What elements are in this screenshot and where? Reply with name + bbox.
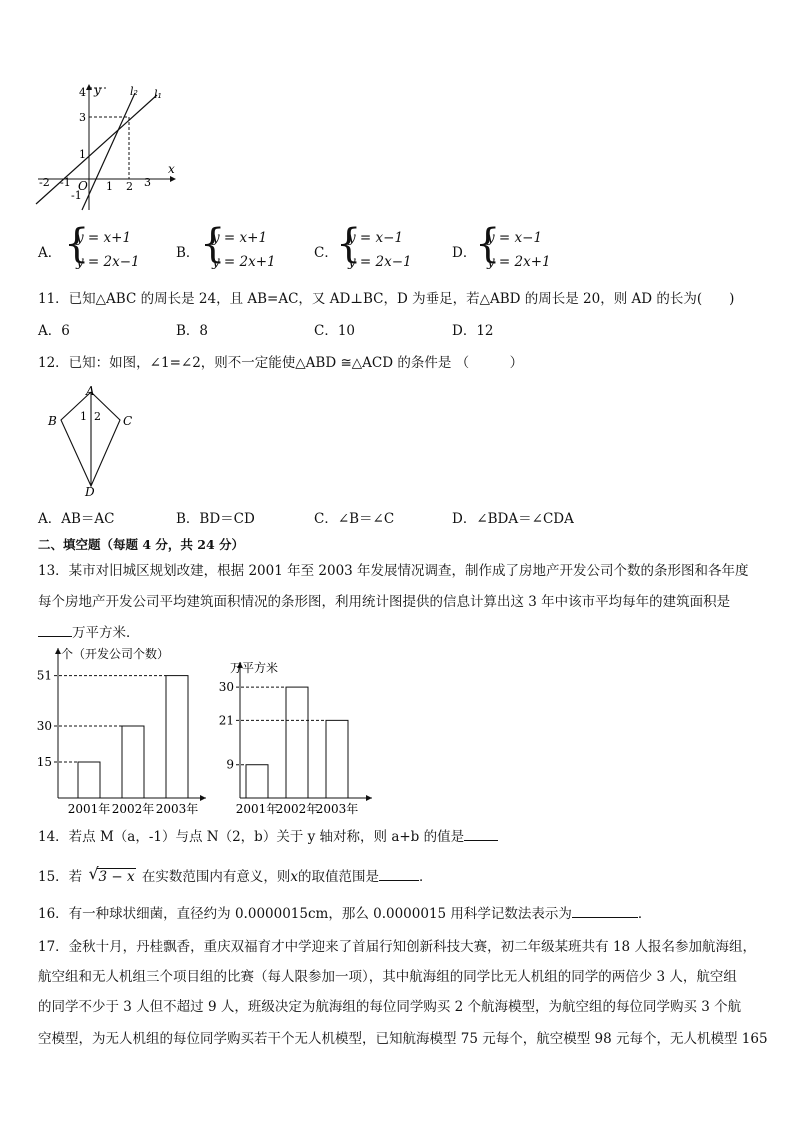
q17-line-1: 17．金秋十月，丹桂飘香，重庆双福育才中学迎来了首届行知创新科技大赛，初二年级某班共有 18 人报名参加航海组， bbox=[38, 939, 756, 955]
q10-coordinate-graph bbox=[34, 82, 184, 217]
q16-text: 16．有一种球状细菌，直径约为 0.0000015cm，那么 0.0000015 用科学记数法表示为 bbox=[38, 906, 572, 922]
y-tick-label: 51 bbox=[36, 668, 52, 683]
equation-2: y = 2x+1 bbox=[487, 254, 551, 270]
q12-question: 12．已知：如图，∠1=∠2，则不一定能使△ABD ≅△ACD 的条件是 （ ） bbox=[38, 355, 524, 371]
q12-option-b[interactable]: B．BD＝CD bbox=[176, 511, 255, 527]
q16-answer-blank[interactable] bbox=[572, 905, 638, 918]
bar-2002年 bbox=[122, 726, 144, 798]
option-letter: C． bbox=[314, 245, 338, 261]
option-letter: B． bbox=[176, 245, 200, 261]
q15-question bbox=[38, 864, 433, 886]
x-category-label: 2003年 bbox=[315, 802, 359, 816]
q16-question bbox=[38, 905, 651, 923]
angle-2-label: 2 bbox=[94, 410, 101, 423]
chart-title: 万平方米 bbox=[230, 661, 279, 675]
q16-end: ． bbox=[637, 906, 652, 922]
q15-prefix: 15．若 bbox=[38, 869, 83, 885]
q11-option-b[interactable]: B．8 bbox=[176, 323, 209, 339]
y-tick-minus1: -1 bbox=[71, 189, 82, 202]
option-letter: D． bbox=[452, 245, 477, 261]
q12-option-c[interactable]: C．∠B＝∠C bbox=[314, 511, 395, 527]
x-category-label: 2002年 bbox=[111, 802, 155, 816]
y-axis-arrow bbox=[86, 84, 92, 90]
q17-line-2: 航空组和无人机组三个项目组的比赛（每人限参加一项），其中航海组的同学比无人机组的同学的两倍少 3 人，航空组 bbox=[38, 969, 737, 985]
chart-companies bbox=[34, 644, 210, 818]
bar-2003年 bbox=[166, 676, 188, 798]
sqrt-expression bbox=[88, 864, 135, 886]
bar-2001年 bbox=[246, 765, 268, 798]
angle-1-label: 1 bbox=[80, 410, 87, 423]
x-category-label: 2001年 bbox=[67, 802, 111, 816]
q12-option-a[interactable]: A．AB＝AC bbox=[38, 511, 115, 527]
equation-1: y = x+1 bbox=[212, 230, 268, 246]
bar-2002年 bbox=[286, 687, 308, 798]
x-tick-1: 1 bbox=[106, 180, 113, 193]
chart-area bbox=[218, 658, 376, 818]
radicand: 3 − x bbox=[98, 869, 135, 885]
system-brace: { bbox=[336, 221, 362, 267]
q11-option-d[interactable]: D．12 bbox=[452, 323, 494, 339]
x-axis-arrow bbox=[366, 795, 372, 801]
line-l1 bbox=[36, 95, 157, 204]
equation-1: y = x+1 bbox=[76, 230, 132, 246]
x-category-label: 2003年 bbox=[155, 802, 199, 816]
q13-line-2: 每个房地产开发公司平均建筑面积情况的条形图，利用统计图提供的信息计算出这 3 年中该市平均每年的建筑面积是 bbox=[38, 594, 731, 610]
equation-2: y = 2x−1 bbox=[348, 254, 412, 270]
q13-unit: 万平方米． bbox=[72, 625, 140, 641]
q15-post: 的取值范围是 bbox=[298, 869, 380, 885]
q14-text: 14．若点 M（a，-1）与点 N（2，b）关于 y 轴对称，则 a+b 的值是 bbox=[38, 829, 465, 845]
x-tick-2: 2 bbox=[126, 180, 133, 193]
x-axis-label: x bbox=[168, 162, 175, 176]
system-brace: { bbox=[200, 221, 226, 267]
x-category-label: 2001年 bbox=[235, 802, 279, 816]
q13-line-1: 13．某市对旧城区规划改建，根据 2001 年至 2003 年发展情况调查，制作成了房地产开发公司个数的条形图和各年度 bbox=[38, 563, 749, 579]
x-tick-minus1: -1 bbox=[60, 176, 71, 189]
x-axis-arrow bbox=[170, 176, 176, 182]
vertex-b-label: B bbox=[48, 414, 57, 428]
q12-option-d[interactable]: D．∠BDA＝∠CDA bbox=[452, 511, 574, 527]
q14-question bbox=[38, 828, 498, 846]
y-tick-1: 1 bbox=[79, 148, 86, 161]
q14-answer-blank[interactable] bbox=[464, 828, 498, 841]
vertex-d-label: D bbox=[85, 485, 95, 499]
system-brace: { bbox=[64, 221, 90, 267]
system-brace: { bbox=[475, 221, 501, 267]
q11-question: 11．已知△ABC 的周长是 24，且 AB=AC，又 AD⊥BC，D 为垂足，若△ABD 的周长是 20，则 AD 的长为( ) bbox=[38, 291, 735, 307]
radical-sign: √ bbox=[88, 864, 99, 883]
x-tick-3: 3 bbox=[144, 176, 151, 189]
option-letter: A． bbox=[38, 245, 62, 261]
y-tick-label: 9 bbox=[226, 757, 234, 772]
y-tick-label: 21 bbox=[218, 713, 234, 728]
vertex-c-label: C bbox=[123, 414, 133, 428]
q12-kite-figure bbox=[44, 382, 144, 500]
q13-answer-blank[interactable] bbox=[38, 624, 72, 637]
equation-2: y = 2x+1 bbox=[212, 254, 276, 270]
section-heading: 二、填空题（每题 4 分，共 24 分） bbox=[38, 537, 245, 552]
bar-2001年 bbox=[78, 762, 100, 798]
q15-answer-blank[interactable] bbox=[379, 868, 419, 881]
line-l2-label: l₂ bbox=[130, 85, 138, 98]
equation-1: y = x−1 bbox=[348, 230, 404, 246]
y-tick-3: 3 bbox=[79, 111, 86, 124]
line-l1-label: l₁ bbox=[154, 88, 162, 101]
q15-end: ． bbox=[419, 869, 433, 885]
bar-2003年 bbox=[326, 720, 348, 798]
equation-1: y = x−1 bbox=[487, 230, 543, 246]
q17-line-4: 空模型，为无人机组的每位同学购买若干个无人机模型，已知航海模型 75 元每个，航空模型 98 元每个，无人机模型 165 bbox=[38, 1031, 768, 1047]
y-tick-label: 15 bbox=[36, 755, 52, 769]
chart-title: 个（开发公司个数） bbox=[61, 647, 170, 661]
q13-line-3 bbox=[38, 624, 140, 642]
q11-option-c[interactable]: C．10 bbox=[314, 323, 356, 339]
x-tick-minus2: -2 bbox=[39, 176, 50, 189]
q17-line-3: 的同学不少于 3 人但不超过 9 人，班级决定为航海组的每位同学购买 2 个航海模型，为航空组的每位同学购买 3 个航 bbox=[38, 999, 742, 1015]
q11-option-a[interactable]: A．6 bbox=[38, 323, 70, 339]
x-axis-arrow bbox=[200, 795, 206, 801]
x-category-label: 2002年 bbox=[275, 802, 319, 816]
y-tick-label: 30 bbox=[36, 719, 52, 733]
q15-variable: x bbox=[290, 869, 299, 885]
y-tick-4: 4 bbox=[79, 86, 86, 99]
vertex-a-label: A bbox=[86, 384, 95, 398]
y-tick-label: 30 bbox=[218, 680, 234, 695]
equation-2: y = 2x−1 bbox=[76, 254, 140, 270]
q15-middle: 在实数范围内有意义，则 bbox=[141, 869, 291, 885]
y-axis-label: y bbox=[94, 83, 101, 97]
origin-label: O bbox=[78, 179, 88, 193]
